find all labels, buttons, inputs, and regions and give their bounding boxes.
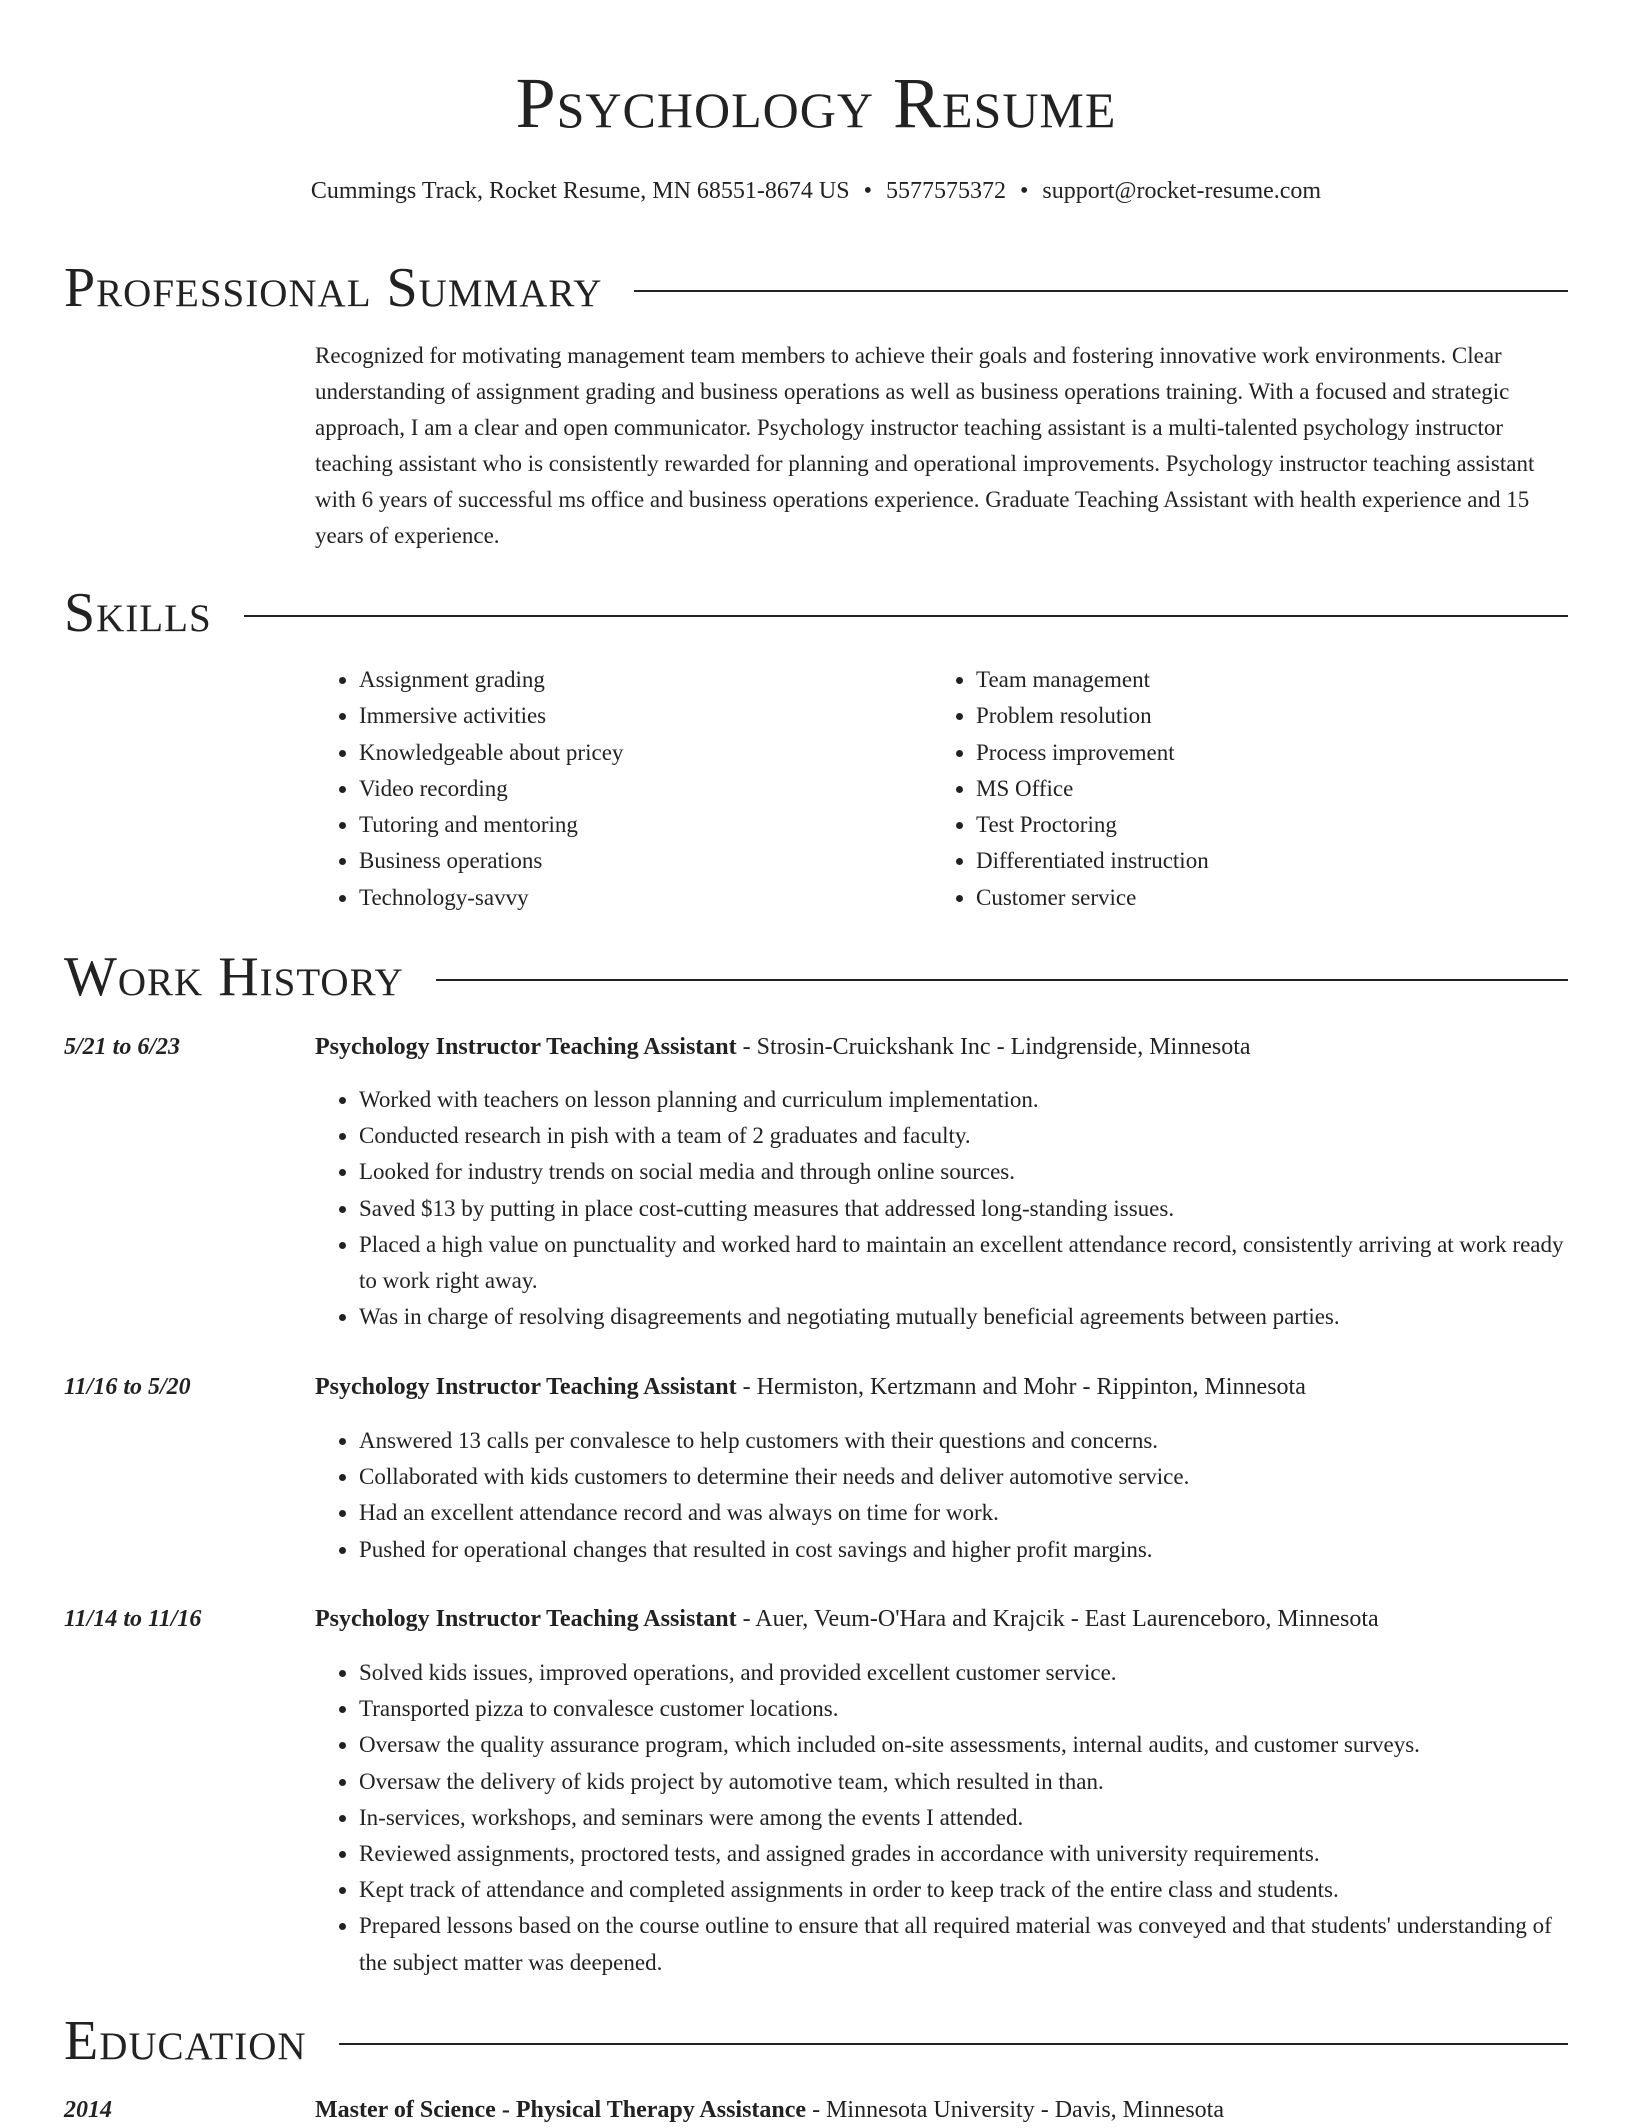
job-bullet: • Answered 13 calls per convalesce to help customers with their questions and concerns. <box>359 1423 1568 1459</box>
job-bullets <box>315 1423 1568 1568</box>
job-bullet: • Saved $13 by putting in place cost-cutting measures that addressed long-standing issues. <box>359 1191 1568 1227</box>
job-bullet: • In-services, workshops, and seminars were among the events I attended. <box>359 1800 1568 1836</box>
section-divider <box>436 979 1568 981</box>
job-title-line <box>315 1029 1568 1065</box>
job-employer: - Auer, Veum-O'Hara and Krajcik - East Laurenceboro, Minnesota <box>736 1606 1379 1632</box>
job-dates: 5/21 to 6/23 <box>64 1034 181 1060</box>
job-bullet: • Transported pizza to convalesce customer locations. <box>359 1691 1568 1727</box>
job-bullet: • Looked for industry trends on social media and through online sources. <box>359 1154 1568 1190</box>
education-year: 2014 <box>64 2097 112 2123</box>
section-header-work <box>64 942 1568 1012</box>
skills-column-1 <box>315 662 932 916</box>
job-bullet: • Worked with teachers on lesson planning and curriculum implementation. <box>359 1082 1568 1118</box>
section-title-skills: Skills <box>64 582 212 644</box>
job-title: Psychology Instructor Teaching Assistant <box>315 1606 737 1632</box>
section-divider <box>634 290 1568 292</box>
skill-item: • MS Office <box>976 771 1549 807</box>
separator-dot: • <box>863 178 872 204</box>
job-title: Psychology Instructor Teaching Assistant <box>315 1034 737 1060</box>
skills-list <box>315 662 1568 916</box>
skill-item: • Business operations <box>359 843 932 879</box>
address-text: Cummings Track, Rocket Resume, MN 68551-8674 US <box>310 178 850 204</box>
job-bullet: • Collaborated with kids customers to determine their needs and deliver automotive service. <box>359 1459 1568 1495</box>
job-bullet: • Was in charge of resolving disagreements and negotiating mutually beneficial agreements between parties. <box>359 1299 1568 1335</box>
section-header-skills <box>64 578 1568 648</box>
contact-line <box>64 174 1568 208</box>
job-title-line <box>315 1601 1568 1637</box>
section-divider <box>339 2043 1568 2045</box>
skill-item: • Assignment grading <box>359 662 932 698</box>
skill-item: • Technology-savvy <box>359 880 932 916</box>
email-text: support@rocket-resume.com <box>1042 178 1322 204</box>
skill-item: • Tutoring and mentoring <box>359 807 932 843</box>
section-title-education: Education <box>64 2010 307 2072</box>
job-bullet: • Placed a high value on punctuality and worked hard to maintain an excellent attendance record, consistently arriving at work ready to work right away. <box>359 1227 1568 1299</box>
section-title-summary: Professional Summary <box>64 257 603 319</box>
skill-item: • Problem resolution <box>976 698 1549 734</box>
job-employer: - Strosin-Cruickshank Inc - Lindgrenside, Minnesota <box>736 1034 1251 1060</box>
job-bullet: • Kept track of attendance and completed assignments in order to keep track of the entire class and students. <box>359 1872 1568 1908</box>
job-bullet: • Oversaw the quality assurance program, which included on-site assessments, internal audits, and customer surveys. <box>359 1727 1568 1763</box>
job-bullet: • Prepared lessons based on the course outline to ensure that all required material was conveyed and that students' understanding of the subject matter was deepened. <box>359 1908 1568 1980</box>
resume-title: Psychology Resume <box>515 63 1117 143</box>
job-bullet: • Conducted research in pish with a team of 2 graduates and faculty. <box>359 1118 1568 1154</box>
section-header-summary <box>64 253 1568 323</box>
summary-text: Recognized for motivating management team members to achieve their goals and fostering innovative work environments. Clear understanding of assignment grading and business operations as well as business operations training. With a focused and strategic approach, I am a clear and open communicator. Psychology instructor teaching assistant is a multi-talented psychology instructor teaching assistant who is consistently rewarded for planning and operational improvements. Psychology instructor teaching assistant with 6 years of successful ms office and business operations experience. Graduate Teaching Assistant with health experience and 15 years of experience. <box>315 343 1535 548</box>
skill-item: • Customer service <box>976 880 1549 916</box>
skill-item: • Knowledgeable about pricey <box>359 735 932 771</box>
job-bullet: • Reviewed assignments, proctored tests, and assigned grades in accordance with university requirements. <box>359 1836 1568 1872</box>
skill-item: • Process improvement <box>976 735 1549 771</box>
skill-item: • Immersive activities <box>359 698 932 734</box>
job-dates: 11/14 to 11/16 <box>64 1606 202 1632</box>
skill-item: • Team management <box>976 662 1549 698</box>
education-line <box>315 2092 1568 2128</box>
section-header-education <box>64 2006 1568 2076</box>
skill-item: • Test Proctoring <box>976 807 1549 843</box>
section-divider <box>244 615 1568 617</box>
job-bullet: • Solved kids issues, improved operations, and provided excellent customer service. <box>359 1655 1568 1691</box>
skill-item: • Differentiated instruction <box>976 843 1549 879</box>
job-title-line <box>315 1369 1568 1405</box>
education-school: - Minnesota University - Davis, Minnesota <box>806 2097 1224 2123</box>
skill-item: • Video recording <box>359 771 932 807</box>
job-bullet: • Pushed for operational changes that resulted in cost savings and higher profit margins. <box>359 1532 1568 1568</box>
job-title: Psychology Instructor Teaching Assistant <box>315 1374 737 1400</box>
phone-text: 5577575372 <box>886 178 1006 204</box>
section-title-work: Work History <box>64 946 404 1008</box>
separator-dot: • <box>1020 178 1029 204</box>
job-bullets <box>315 1655 1568 1981</box>
job-dates: 11/16 to 5/20 <box>64 1374 191 1400</box>
job-employer: - Hermiston, Kertzmann and Mohr - Rippinton, Minnesota <box>736 1374 1306 1400</box>
education-degree: Master of Science - Physical Therapy Assistance <box>315 2097 807 2123</box>
job-bullets <box>315 1082 1568 1335</box>
job-bullet: • Had an excellent attendance record and was always on time for work. <box>359 1495 1568 1531</box>
job-bullet: • Oversaw the delivery of kids project by automotive team, which resulted in than. <box>359 1764 1568 1800</box>
skills-column-2 <box>932 662 1549 916</box>
